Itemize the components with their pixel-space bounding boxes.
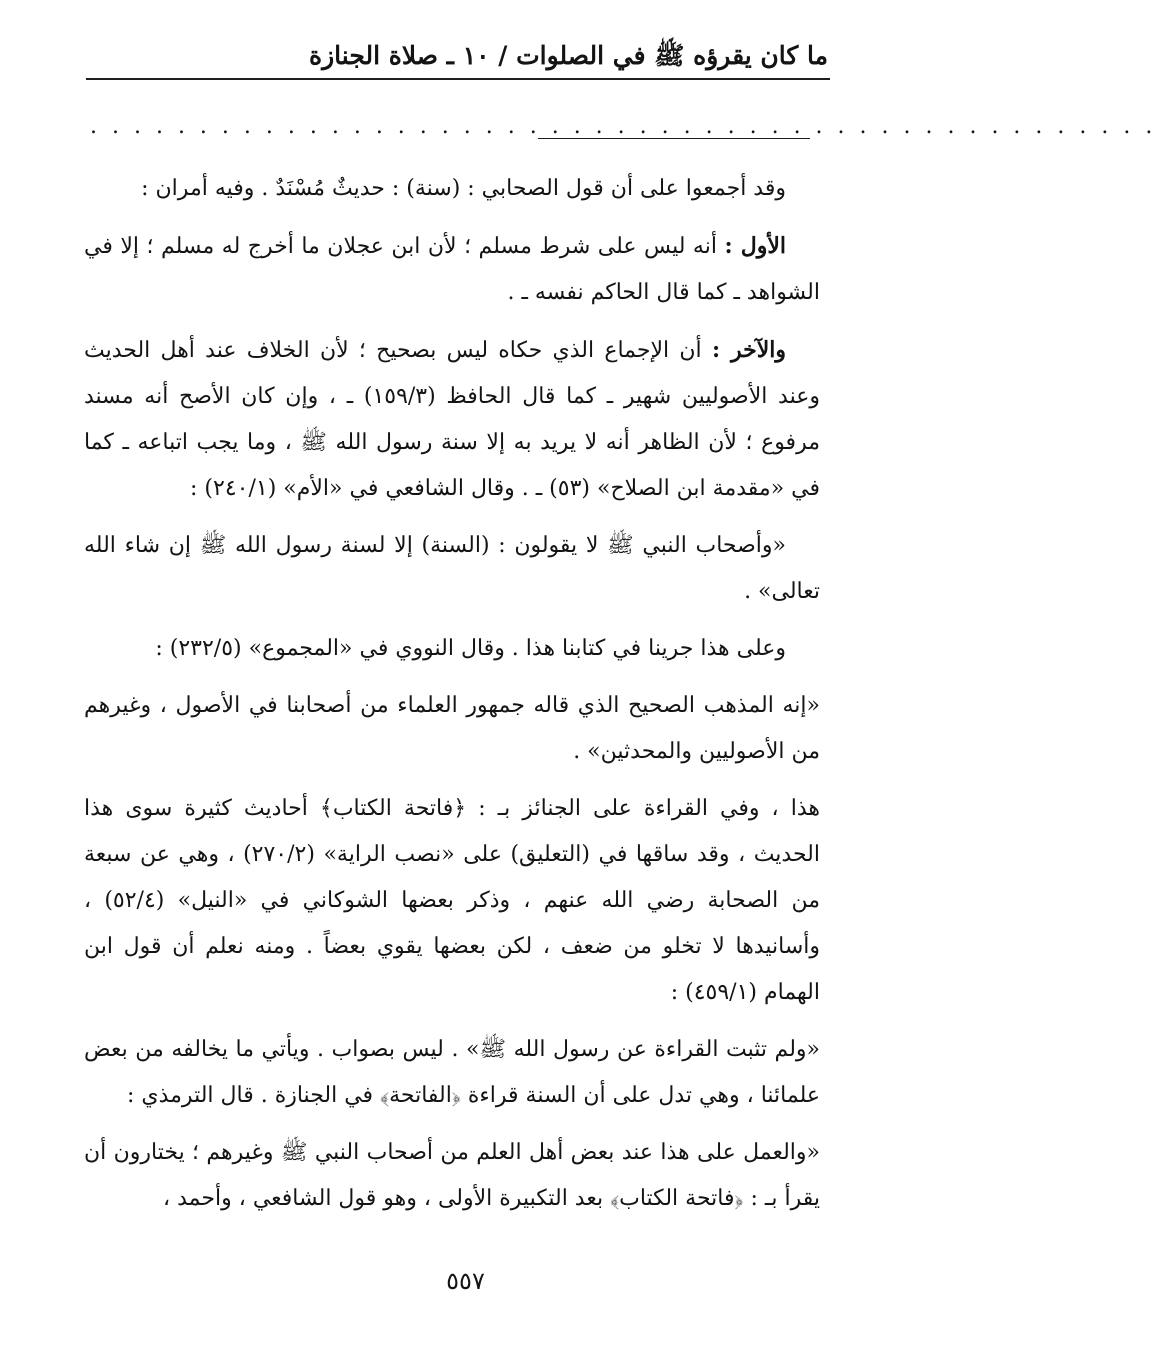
paragraph: وقد أجمعوا على أن قول الصحابي : (سنة) : حديثٌ مُسْنَدٌ . وفيه أمران :	[141, 176, 786, 201]
dotted-separator: . . . . . . . . . . . . . . . . . . . . . . . . . . . . . . . . . . . . . . . . . . . . . . . . .	[90, 114, 1156, 139]
page-number: ٥٥٧	[446, 1267, 485, 1295]
paragraph: هذا ، وفي القراءة على الجنائز بـ : ﴿فاتحة الكتاب﴾ أحاديث كثيرة سوى هذا الحديث ، وقد ساقها في (التعليق) على «نصب الراية» (٢٧٠/٢) ، وهي عن سبعة من الصحابة رضي الله عنهم ، وذكر بعضها الشوكاني في «النيل» (٥٢/٤) ، وأسانيدها لا تخلو من ضعف ، لكن بعضها يقوي بعضاً . ومنه نعلم أن قول ابن الهمام (٤٥٩/١) :	[84, 796, 820, 1005]
running-header: ما كان يقرؤه ﷺ في الصلوات / ١٠ ـ صلاة الجنازة	[309, 41, 828, 70]
paragraph-text: أن الإجماع الذي حكاه ليس بصحيح ؛ لأن الخلاف عند أهل الحديث وعند الأصوليين شهير ـ كما قال الحافظ (١٥٩/٣) ـ ، وإن كان الأصح أنه مسند مرفوع ؛ لأن الظاهر أنه لا يريد به إلا سنة رسول الله ﷺ ، وما يجب اتباعه ـ كما في «مقدمة ابن الصلاح» (٥٣) ـ . وقال الشافعي في «الأم» (٢٤٠/١) :	[84, 338, 820, 501]
paragraph	[84, 327, 820, 512]
paragraph-label: والآخر :	[711, 337, 786, 363]
block-quote: «ولم تثبت القراءة عن رسول الله ﷺ» . ليس بصواب . ويأتي ما يخالفه من بعض علمائنا ، وهي تدل على أن السنة قراءة ﴿الفاتحة﴾ في الجنازة . قال الترمذي :	[84, 1037, 820, 1108]
block-quote: «والعمل على هذا عند بعض أهل العلم من أصحاب النبي ﷺ وغيرهم ؛ يختارون أن يقرأ بـ : ﴿فاتحة الكتاب﴾ بعد التكبيرة الأولى ، وهو قول الشافعي ، وأحمد ،	[84, 1140, 820, 1211]
paragraph: وعلى هذا جرينا في كتابنا هذا . وقال النووي في «المجموع» (٢٣٢/٥) :	[155, 636, 786, 661]
page-body	[84, 166, 820, 1222]
block-quote: «وأصحاب النبي ﷺ لا يقولون : (السنة) إلا لسنة رسول الله ﷺ إن شاء الله تعالى» .	[84, 533, 820, 604]
paragraph-text: أنه ليس على شرط مسلم ؛ لأن ابن عجلان ما أخرج له مسلم ؛ إلا في الشواهد ـ كما قال الحاكم نفسه ـ .	[84, 234, 820, 305]
paragraph	[84, 223, 820, 316]
header-rule	[86, 78, 830, 80]
paragraph-label: الأول :	[724, 233, 786, 259]
dotted-separator-underline	[538, 138, 810, 139]
block-quote: «إنه المذهب الصحيح الذي قاله جمهور العلماء من أصحابنا في الأصول ، وغيرهم من الأصوليين والمحدثين» .	[84, 693, 820, 764]
